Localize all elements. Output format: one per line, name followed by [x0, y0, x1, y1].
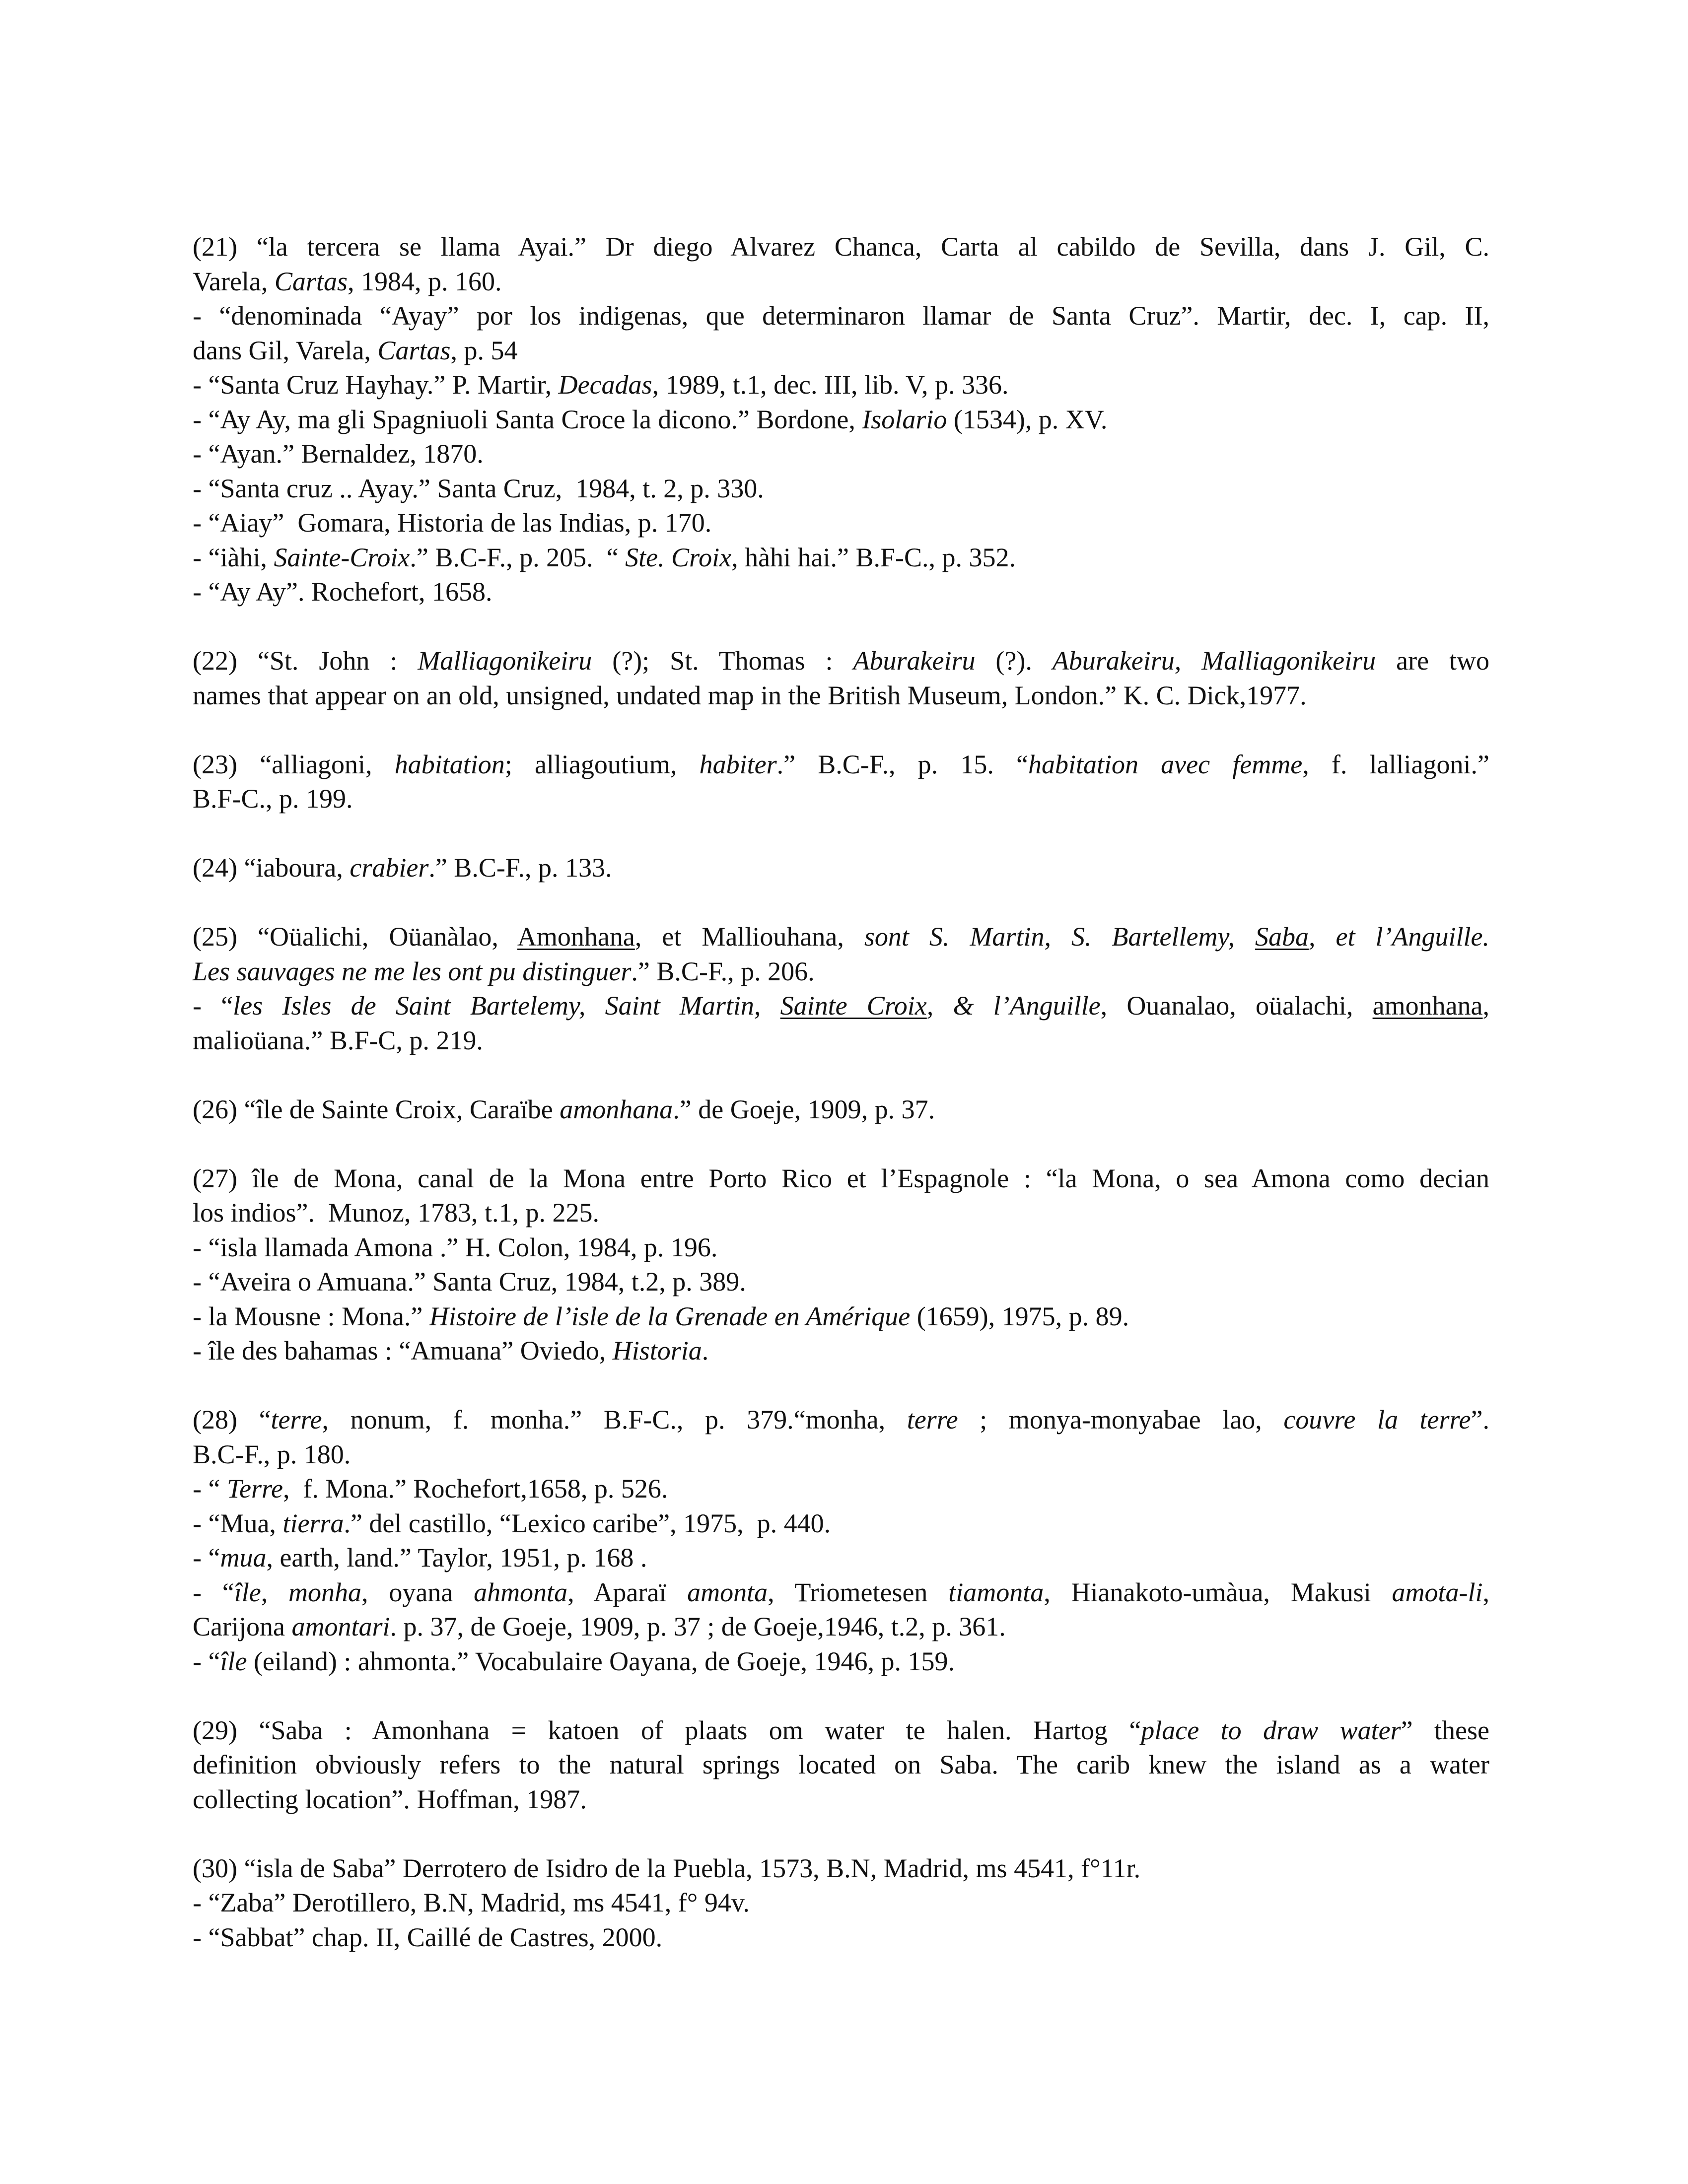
text-run: .” B.C-F., p. 133. [428, 853, 612, 883]
document-page [193, 230, 1489, 1989]
text-run: Varela, [193, 266, 275, 296]
text-run: - “Zaba” Derotillero, B.N, Madrid, ms 4541, f° 94v. [193, 1888, 750, 1917]
text-run-italic: Aburakeiru, Malliagonikeiru [1052, 646, 1376, 676]
text-run: - “Santa cruz .. Ayay.” Santa Cruz, 1984, t. 2, p. 330. [193, 473, 764, 503]
text-run: ; alliagoutium, [504, 749, 700, 779]
note-line [193, 472, 1489, 506]
text-run: B.F-C., p. 199. [193, 784, 353, 814]
note-line [193, 679, 1489, 713]
note-line [193, 1610, 1489, 1644]
text-run: - “ [193, 1474, 227, 1503]
underline-run: Sainte Croix [780, 991, 927, 1021]
text-run-italic: habitation avec femme [1028, 749, 1303, 779]
text-run-italic: amonhana [560, 1094, 673, 1124]
endnote-21 [193, 230, 1489, 610]
text-run: (30) “isla de Saba” Derrotero de Isidro de la Puebla, 1573, B.N, Madrid, ms 4541, f°11r. [193, 1853, 1141, 1883]
text-run: .” del castillo, “Lexico caribe”, 1975, p. 440. [344, 1508, 831, 1538]
text-run-italic: Isolario [862, 404, 947, 434]
text-run-italic: habiter [699, 749, 777, 779]
note-line [193, 403, 1489, 437]
text-run: (26) “île de Sainte Croix, Caraïbe [193, 1094, 560, 1124]
text-run: are two [1376, 646, 1489, 676]
text-run: , p. 54 [450, 335, 518, 365]
note-line [193, 851, 1489, 886]
text-run: (?); St. Thomas : [592, 646, 853, 676]
text-run-italic: Aburakeiru [853, 646, 976, 676]
text-run: los indios”. Munoz, 1783, t.1, p. 225. [193, 1198, 599, 1228]
note-line [193, 299, 1489, 334]
note-line [193, 334, 1489, 368]
text-run-italic: amota-li [1392, 1577, 1483, 1607]
text-run: (24) “iaboura, [193, 853, 350, 883]
text-run: ; monya-monyabae lao, [958, 1405, 1284, 1434]
text-run: (29) “Saba : Amonhana = katoen of plaats om water te halen. Hartog “ [193, 1715, 1141, 1745]
note-line [193, 1230, 1489, 1265]
note-line [193, 368, 1489, 403]
text-run: - “denominada “Ayay” por los indigenas, que determinaron llamar de Santa Cruz”. Martir, dec. I, cap. II, [193, 301, 1489, 331]
text-run-underline: amonhana [1372, 991, 1483, 1021]
endnotes-list [193, 230, 1489, 1955]
text-run: - “ [193, 1543, 220, 1572]
note-line [193, 1299, 1489, 1334]
text-run-italic: Ste. Croix [625, 542, 732, 572]
text-run: , 1989, t.1, dec. III, lib. V, p. 336. [652, 370, 1009, 400]
note-line [193, 1920, 1489, 1955]
text-run: , Hianakoto-umàua, Makusi [1044, 1577, 1392, 1607]
endnote-25 [193, 920, 1489, 1058]
text-run: - “Aiay” Gomara, Historia de las Indias, p. 170. [193, 508, 712, 538]
text-run-italic: habitation [394, 749, 505, 779]
note-line [193, 437, 1489, 472]
endnote-26 [193, 1092, 1489, 1127]
endnote-22 [193, 644, 1489, 713]
text-run: - “iàhi, [193, 542, 274, 572]
text-run-italic: tiamonta [948, 1577, 1044, 1607]
text-run: , [1482, 1577, 1489, 1607]
note-line [193, 1541, 1489, 1575]
note-line [193, 1196, 1489, 1230]
text-run-italic: , et l’Anguille. [1309, 922, 1489, 952]
text-run: (21) “la tercera se llama Ayai.” Dr diego Alvarez Chanca, Carta al cabildo de Sevilla, dans J. Gil, C. [193, 232, 1489, 262]
text-run: - “Santa Cruz Hayhay.” P. Martir, [193, 370, 559, 400]
endnote-24 [193, 851, 1489, 886]
note-line [193, 541, 1489, 575]
note-line [193, 230, 1489, 265]
note-line [193, 265, 1489, 299]
text-run: , f. Mona.” Rochefort,1658, p. 526. [283, 1474, 668, 1503]
endnote-28 [193, 1403, 1489, 1679]
text-run-italic: Decadas [558, 370, 652, 400]
text-run: Carijona [193, 1612, 292, 1641]
text-run: (25) “Oüalichi, Oüanàlao, [193, 922, 517, 952]
text-run: - “ [193, 1646, 220, 1676]
text-run: .” B.C-F., p. 15. “ [776, 749, 1028, 779]
note-line [193, 1472, 1489, 1506]
text-run-italic: Malliagonikeiru [418, 646, 592, 676]
note-line [193, 1782, 1489, 1817]
text-run-italic: Historia [612, 1336, 702, 1365]
text-run-italic: sont S. Martin, S. Bartellemy, [864, 922, 1255, 952]
text-run: , Aparaï [567, 1577, 688, 1607]
text-run: collecting location”. Hoffman, 1987. [193, 1784, 587, 1814]
text-run-italic: tierra [282, 1508, 344, 1538]
note-line [193, 1403, 1489, 1437]
text-run-italic-underline [780, 991, 927, 1021]
text-run-italic: mua [220, 1543, 267, 1572]
text-run: - “Mua, [193, 1508, 283, 1538]
text-run: , f. lalliagoni.” [1302, 749, 1489, 779]
text-run: , hàhi hai.” B.F-C., p. 352. [731, 542, 1016, 572]
note-line [193, 1886, 1489, 1920]
text-run: - la Mousne : Mona.” [193, 1301, 429, 1331]
endnote-30 [193, 1851, 1489, 1955]
text-run: , oyana [361, 1577, 474, 1607]
text-run: . [702, 1336, 709, 1365]
text-run-italic: Terre [226, 1474, 283, 1503]
underline-run: Saba [1255, 922, 1309, 952]
text-run: - “Ayan.” Bernaldez, 1870. [193, 439, 484, 469]
text-run-italic: , & l’Anguille [926, 991, 1101, 1021]
text-run: - “ [193, 1577, 234, 1607]
text-run: (1534), p. XV. [947, 404, 1108, 434]
text-run: - île des bahamas : “Amuana” Oviedo, [193, 1336, 613, 1365]
text-run-italic: place to draw water [1141, 1715, 1401, 1745]
text-run: , nonum, f. monha.” B.F-C., p. 379.“monha, [322, 1405, 907, 1434]
note-line [193, 1851, 1489, 1886]
note-line [193, 1575, 1489, 1610]
text-run-italic: amontari [291, 1612, 390, 1641]
note-line [193, 782, 1489, 817]
note-line [193, 1437, 1489, 1472]
text-run: .” B.C-F., p. 206. [631, 956, 815, 986]
text-run: .” de Goeje, 1909, p. 37. [673, 1094, 935, 1124]
note-line [193, 955, 1489, 989]
note-line [193, 1265, 1489, 1299]
text-run: - “Ay Ay, ma gli Spagniuoli Santa Croce la dicono.” Bordone, [193, 404, 862, 434]
text-run: malioüana.” B.F-C, p. 219. [193, 1025, 483, 1055]
text-run-italic: Les sauvages ne me les ont pu distinguer [193, 956, 632, 986]
text-run: (1659), 1975, p. 89. [910, 1301, 1129, 1331]
text-run-italic: terre [907, 1405, 958, 1434]
text-run: , earth, land.” Taylor, 1951, p. 168 . [266, 1543, 647, 1572]
note-line [193, 920, 1489, 955]
text-run-italic: île [234, 1577, 261, 1607]
text-run: , [1482, 991, 1490, 1021]
text-run: - “Aveira o Amuana.” Santa Cruz, 1984, t.2, p. 389. [193, 1267, 746, 1297]
text-run: . p. 37, de Goeje, 1909, p. 37 ; de Goeje,1946, t.2, p. 361. [390, 1612, 1006, 1641]
note-line [193, 1161, 1489, 1196]
note-line [193, 1644, 1489, 1679]
text-run-italic-underline [1255, 922, 1309, 952]
note-line [193, 748, 1489, 782]
text-run-italic: Cartas [274, 266, 348, 296]
text-run: (?). [975, 646, 1053, 676]
note-line [193, 1713, 1489, 1748]
text-run: , [261, 1577, 289, 1607]
text-run-italic: ahmonta [474, 1577, 568, 1607]
text-run: , Ouanalao, oüalachi, [1100, 991, 1373, 1021]
note-line [193, 989, 1489, 1024]
text-run: (27) île de Mona, canal de la Mona entre Porto Rico et l’Espagnole : “la Mona, o sea Amona como decian [193, 1163, 1489, 1193]
text-run: , et Malliouhana, [634, 922, 864, 952]
text-run: , 1984, p. 160. [347, 266, 502, 296]
text-run: dans Gil, Varela, [193, 335, 378, 365]
text-run: definition obviously refers to the natural springs located on Saba. The carib knew the island as a water [193, 1750, 1489, 1779]
text-run: (28) “ [193, 1405, 271, 1434]
endnote-27 [193, 1161, 1489, 1368]
text-run-italic: crabier [350, 853, 429, 883]
text-run-italic: Sainte-Croix [274, 542, 410, 572]
text-run-underline: Amonhana [517, 922, 635, 952]
text-run: (22) “St. John : [193, 646, 418, 676]
text-run: , Triometesen [768, 1577, 949, 1607]
text-run: - “ [193, 991, 233, 1021]
text-run-italic: amonta [687, 1577, 768, 1607]
text-run-italic: terre [271, 1405, 322, 1434]
text-run: ” these [1401, 1715, 1489, 1745]
note-line [193, 1024, 1489, 1058]
endnote-23 [193, 748, 1489, 817]
text-run-italic: monha [288, 1577, 362, 1607]
note-line [193, 1334, 1489, 1368]
text-run: - “Sabbat” chap. II, Caillé de Castres, 2000. [193, 1922, 663, 1952]
endnote-29 [193, 1713, 1489, 1817]
text-run: - “Ay Ay”. Rochefort, 1658. [193, 577, 492, 607]
note-line [193, 1092, 1489, 1127]
note-line [193, 1506, 1489, 1541]
text-run-italic: Cartas [377, 335, 451, 365]
text-run-italic: couvre la terre [1283, 1405, 1471, 1434]
text-run: - “isla llamada Amona .” H. Colon, 1984, p. 196. [193, 1232, 718, 1262]
text-run-italic: les Isles de Saint Bartelemy, Saint Martin, [233, 991, 780, 1021]
note-line [193, 1748, 1489, 1782]
text-run: ”. [1471, 1405, 1489, 1434]
text-run: B.C-F., p. 180. [193, 1439, 351, 1469]
note-line [193, 575, 1489, 610]
text-run-italic: île [220, 1646, 247, 1676]
text-run: (23) “alliagoni, [193, 749, 395, 779]
text-run: (eiland) : ahmonta.” Vocabulaire Oayana, de Goeje, 1946, p. 159. [247, 1646, 955, 1676]
note-line [193, 644, 1489, 679]
text-run: names that appear on an old, unsigned, undated map in the British Museum, London.” K. C. Dick,1977. [193, 680, 1307, 710]
text-run-italic: Histoire de l’isle de la Grenade en Amérique [429, 1301, 911, 1331]
text-run: .” B.C-F., p. 205. “ [410, 542, 626, 572]
note-line [193, 506, 1489, 541]
